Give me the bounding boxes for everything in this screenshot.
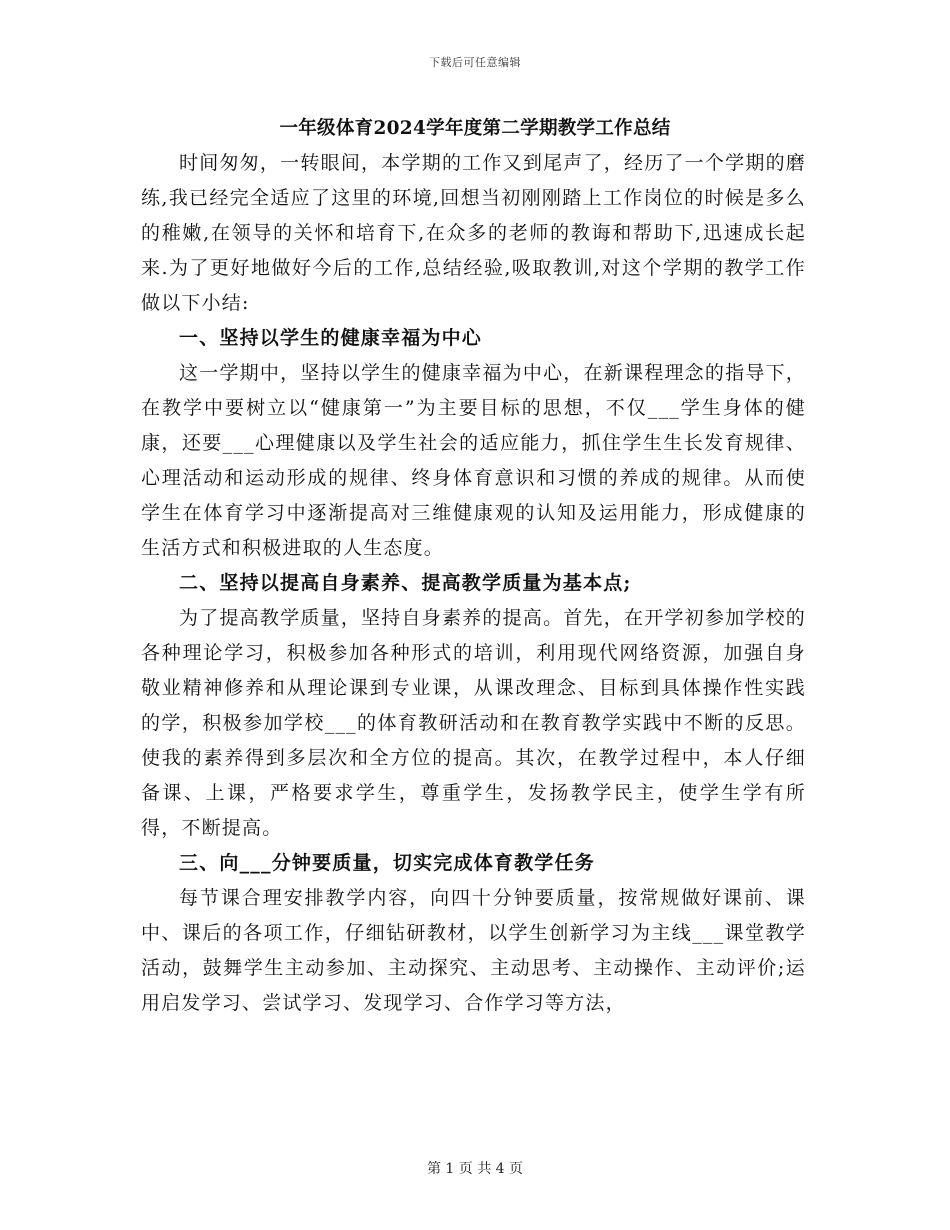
section-3-heading: 三、向___分钟要质量，切实完成体育教学任务 [179,852,595,874]
page-footer: 第 1 页 共 4 页 [426,1161,524,1177]
section-3-body: 每节课合理安排教学内容，向四十分钟要质量，按常规做好课前、课中、课后的各项工作，仔细钻研教材，以学生创新学习为主线___课堂教学活动，鼓舞学生主动参加、主动探究、主动思考、主动操作、主动评价;运用启发学习、尝试学习、发现学习、合作学习等方法， [141,887,806,1014]
intro-paragraph: 时间匆匆，一转眼间，本学期的工作又到尾声了，经历了一个学期的磨练,我已经完全适应了这里的环境,回想当初刚刚踏上工作岗位的时候是多么的稚嫩,在领导的关怀和培育下,在众多的老师的教诲和帮助下,迅速成长起来.为了更好地做好今后的工作,总结经验,吸取教训,对这个学期的教学工作做以下小结: [141,152,806,314]
section-1-body: 这一学期中，坚持以学生的健康幸福为中心，在新课程理念的指导下，在教学中要树立以“健康第一”为主要目标的思想，不仅___学生身体的健康，还要___心理健康以及学生社会的适应能力，抓住学生生长发育规律、心理活动和运动形成的规律、终身体育意识和习惯的养成的规律。从而使学生在体育学习中逐渐提高对三维健康观的认知及运用能力，形成健康的生活方式和积极进取的人生态度。 [141,362,806,559]
document-title: 一年级体育2024学年度第二学期教学工作总结 [279,118,671,139]
document-body [141,146,806,1021]
section-2-heading: 二、坚持以提高自身素养、提高教学质量为基本点; [179,572,632,594]
section-2-body: 为了提高教学质量，坚持自身素养的提高。首先，在开学初参加学校的各种理论学习，积极参加各种形式的培训，利用现代网络资源，加强自身敬业精神修养和从理论课到专业课，从课改理念、目标到具体操作性实践的学，积极参加学校___的体育教研活动和在教育教学实践中不断的反思。使我的素养得到多层次和全方位的提高。其次，在教学过程中，本人仔细备课、上课，严格要求学生，尊重学生，发扬教学民主，使学生学有所得，不断提高。 [141,607,806,839]
header-note: 下载后可任意编辑 [429,56,521,69]
section-1-heading: 一、坚持以学生的健康幸福为中心 [179,327,483,349]
